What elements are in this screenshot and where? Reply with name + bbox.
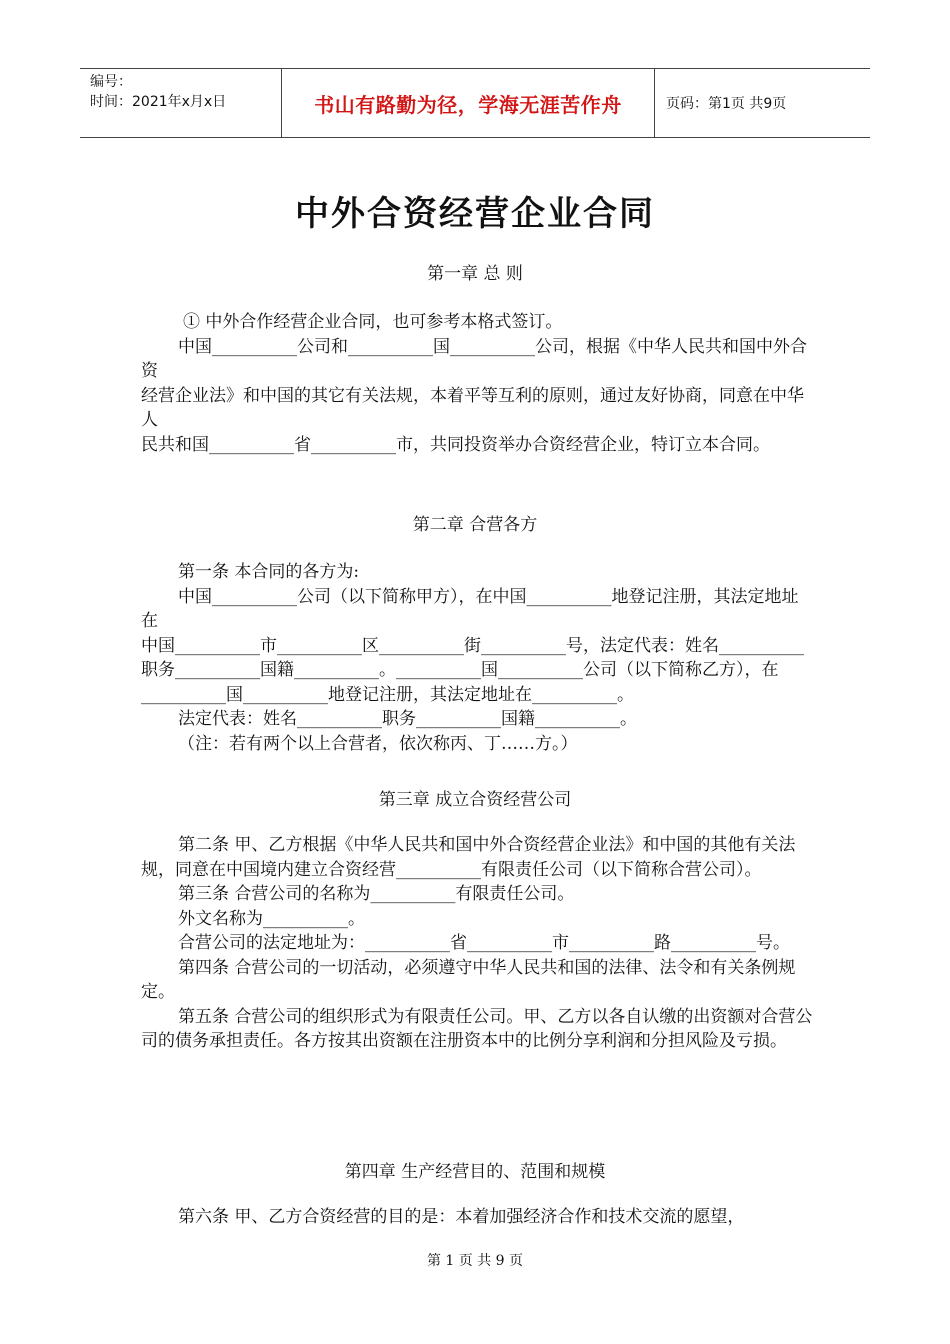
paragraph: 第四条 合营公司的一切活动，必须遵守中华人民共和国的法律、法令和有关条例规定。 bbox=[141, 957, 796, 1002]
paragraph: 中国__________公司（以下简称甲方），在中国__________地登记注册，其法定地址在 bbox=[141, 586, 799, 631]
header-motto-cell bbox=[281, 69, 655, 137]
document-header bbox=[80, 68, 870, 138]
paragraph: 第六条 甲、乙方合资经营的目的是：本着加强经济合作和技术交流的愿望， bbox=[178, 1207, 745, 1227]
paragraph: 第一条 本合同的各方为: bbox=[178, 562, 360, 582]
document-title: 中外合资经营企业合同 bbox=[295, 194, 655, 234]
paragraph: 第五条 合营公司的组织形式为有限责任公司。甲、乙方以各自认缴的出资额对合营公司的债务承担责任。各方按其出资额在注册资本中的比例分享利润和分担风险及亏损。 bbox=[141, 1006, 813, 1051]
chapter-3-body bbox=[141, 833, 813, 1054]
chapter-3-heading: 第三章 成立合资经营公司 bbox=[378, 790, 572, 810]
paragraph: （注：若有两个以上合营者，依次称丙、丁……方。） bbox=[178, 733, 578, 754]
paragraph: 合营公司的法定地址为：__________省__________市__________路__________号。 bbox=[178, 933, 790, 953]
paragraph: 民共和国__________省__________市，共同投资举办合资经营企业，特订立本合同。 bbox=[141, 434, 770, 455]
chapter-4-body bbox=[141, 1205, 813, 1230]
chapter-1-body bbox=[141, 310, 813, 457]
paragraph: 经营企业法》和中国的其它有关法规，本着平等互利的原则，通过友好协商，同意在中华人 bbox=[141, 385, 804, 430]
chapter-1-heading: 第一章 总 则 bbox=[427, 264, 523, 284]
paragraph: 中国__________市__________区__________街__________号，法定代表：姓名__________职务__________国籍__________。__________国__________公司（以下简称乙方），在__________国__________地登记注册，其法定地址在__________。 bbox=[141, 635, 804, 705]
motto-text: 书山有路勤为径，学海无涯苦作舟 bbox=[314, 92, 622, 117]
paragraph: 第二条 甲、乙方根据《中华人民共和国中外合资经营企业法》和中国的其他有关法规，同意在中国境内建立合资经营__________有限责任公司（以下简称合营公司）。 bbox=[141, 835, 796, 880]
paragraph: ① 中外合作经营企业合同，也可参考本格式签订。 bbox=[183, 312, 563, 332]
header-page-cell bbox=[654, 69, 870, 137]
page-info: 页码：第1页 共9页 bbox=[666, 96, 787, 112]
paragraph: 法定代表：姓名__________职务__________国籍__________。 bbox=[178, 709, 637, 729]
serial-label: 编号： bbox=[90, 74, 132, 90]
paragraph: 第三条 合营公司的名称为__________有限责任公司。 bbox=[178, 884, 575, 904]
chapter-2-heading: 第二章 合营各方 bbox=[412, 515, 538, 535]
chapter-4-heading: 第四章 生产经营目的、范围和规模 bbox=[344, 1162, 606, 1182]
header-meta bbox=[80, 69, 280, 137]
time-label: 时间：2021年x月x日 bbox=[90, 94, 227, 110]
chapter-2-body bbox=[141, 560, 813, 756]
paragraph: 外文名称为__________。 bbox=[178, 908, 365, 929]
page-footer: 第 1 页 共 9 页 bbox=[426, 1253, 524, 1269]
paragraph: 中国__________公司和__________国__________公司，根据《中华人民共和国中外合资 bbox=[141, 336, 807, 381]
